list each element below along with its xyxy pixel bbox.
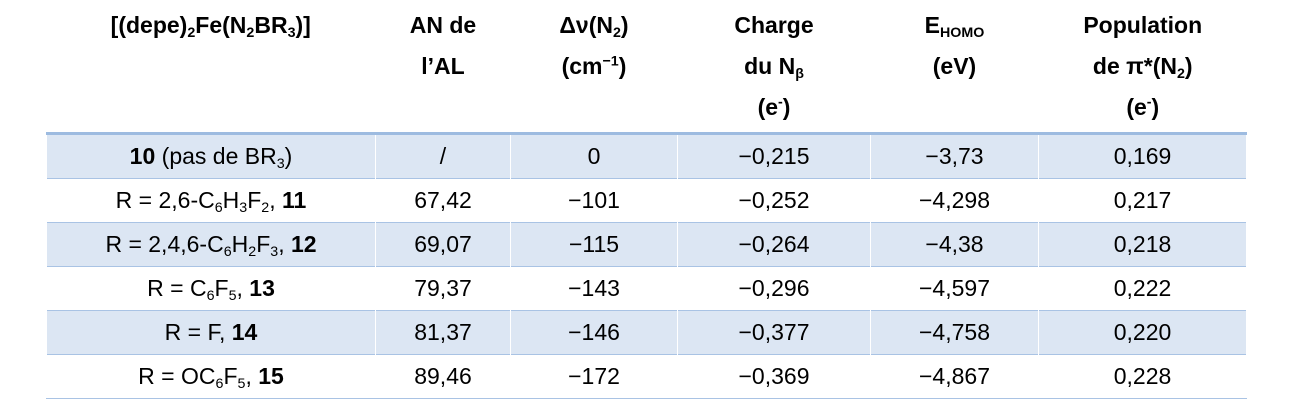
compound-number: 14 [231,319,258,345]
formula-text: , [269,187,283,213]
cell-population: 0,169 [1039,134,1247,179]
table-body [47,134,1247,399]
formula-text: H [231,231,249,257]
formula-text: R = 2,4,6-C [105,231,224,257]
cell-charge: −0,369 [678,355,871,399]
formula-text: F [256,231,271,257]
cell-population: 0,218 [1039,223,1247,267]
cell-compound [47,179,376,223]
cell-ehomo: −4,597 [871,267,1039,311]
cell-population: 0,217 [1039,179,1247,223]
cell-an: / [376,134,511,179]
subscript: 6 [215,375,224,392]
cell-ehomo: −4,298 [871,179,1039,223]
header-ehomo: $E_{HOMO}$ (eV) [871,0,1039,134]
subscript: 3 [239,199,248,216]
subscript: 3 [270,243,279,260]
formula-text: , [245,363,259,389]
compound-number: 15 [258,363,284,389]
cell-delta-nu: −143 [511,267,678,311]
subscript: 2 [248,243,257,260]
compound-number: 12 [290,231,317,257]
cell-ehomo: −3,73 [871,134,1039,179]
cell-delta-nu: −101 [511,179,678,223]
subscript: 5 [237,375,246,392]
formula-text: R = F, [164,319,232,345]
formula-text: F [247,187,262,213]
header-population: Population de $\pi*(N_2)$ (e-) [1039,0,1247,134]
cell-charge: −0,296 [678,267,871,311]
header-complex: $[(depe)_2Fe(N_2BR_3)]$ [47,0,376,134]
formula-text: , [236,275,250,301]
cell-population: 0,222 [1039,267,1247,311]
table-row [47,311,1247,355]
header-delta-nu: $\Delta\nu(N_2)$ $(cm^{-1})$ [511,0,678,134]
table-header [47,0,1247,134]
subscript: 2 [261,199,270,216]
cell-an: 79,37 [376,267,511,311]
cell-delta-nu: −172 [511,355,678,399]
subscript: 6 [206,287,215,304]
header-charge: Charge du $N_\beta$ (e-) [678,0,871,134]
compound-number: 10 [129,143,156,169]
table-row [47,179,1247,223]
cell-ehomo: −4,38 [871,223,1039,267]
cell-an: 67,42 [376,179,511,223]
compound-number: 13 [249,275,275,301]
formula-text: ) [284,143,293,169]
cell-population: 0,220 [1039,311,1247,355]
cell-an: 69,07 [376,223,511,267]
cell-population: 0,228 [1039,355,1247,399]
header-acceptor-number: AN de l’AL [376,0,511,134]
formula-text: F [223,363,238,389]
subscript: 6 [214,199,223,216]
subscript: 3 [276,155,285,172]
formula-text: R = C [147,275,207,301]
compound-number: 11 [282,187,307,213]
cell-charge: −0,215 [678,134,871,179]
formula-text: H [222,187,240,213]
subscript: 5 [228,287,237,304]
cell-an: 81,37 [376,311,511,355]
cell-delta-nu: −115 [511,223,678,267]
cell-charge: −0,377 [678,311,871,355]
cell-compound [47,355,376,399]
cell-an: 89,46 [376,355,511,399]
cell-compound [47,267,376,311]
cell-ehomo: −4,867 [871,355,1039,399]
cell-delta-nu: 0 [511,134,678,179]
formula-text: , [278,231,291,257]
formula-text: F [214,275,229,301]
table-row [47,134,1247,179]
cell-charge: −0,264 [678,223,871,267]
cell-charge: −0,252 [678,179,871,223]
cell-compound [47,134,376,179]
cell-delta-nu: −146 [511,311,678,355]
data-table [46,0,1247,399]
table-row [47,267,1247,311]
subscript: 6 [223,243,232,260]
table-row [47,355,1247,399]
table-row [47,223,1247,267]
formula-text: (pas de BR [155,143,277,169]
cell-ehomo: −4,758 [871,311,1039,355]
formula-text: R = 2,6-C [115,187,215,213]
cell-compound [47,311,376,355]
cell-compound [47,223,376,267]
formula-text: R = OC [138,363,216,389]
